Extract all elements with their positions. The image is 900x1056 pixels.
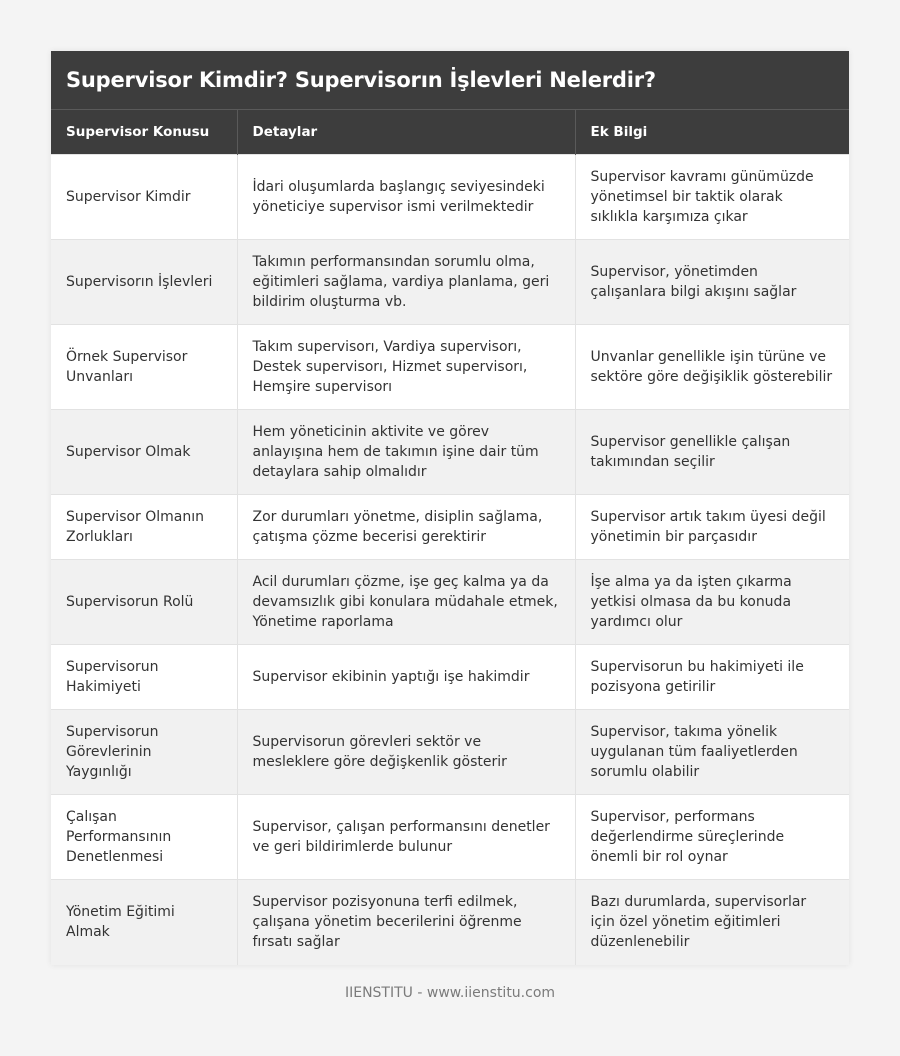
- cell-extra-info: Supervisor, performans değerlendirme süreçlerinde önemli bir rol oynar: [575, 795, 849, 880]
- cell-topic: Supervisorın İşlevleri: [51, 240, 237, 325]
- cell-details: Takım supervisorı, Vardiya supervisorı, Destek supervisorı, Hizmet supervisorı, Hemşire supervisorı: [237, 325, 575, 410]
- cell-extra-info: Supervisor, takıma yönelik uygulanan tüm faaliyetlerden sorumlu olabilir: [575, 710, 849, 795]
- table-row: [51, 325, 849, 410]
- table-row: [51, 880, 849, 965]
- cell-details: Supervisor pozisyonuna terfi edilmek, çalışana yönetim becerilerini öğrenme fırsatı sağlar: [237, 880, 575, 965]
- table-title: Supervisor Kimdir? Supervisorın İşlevleri Nelerdir?: [51, 51, 849, 109]
- cell-details: Supervisorun görevleri sektör ve mesleklere göre değişkenlik gösterir: [237, 710, 575, 795]
- footer-credit: IIENSTITU - www.iienstitu.com: [344, 985, 556, 1001]
- cell-extra-info: Supervisor genellikle çalışan takımından seçilir: [575, 410, 849, 495]
- column-header-details: Detaylar: [237, 110, 575, 155]
- table-card: [51, 51, 849, 965]
- table-row: [51, 240, 849, 325]
- cell-extra-info: Unvanlar genellikle işin türüne ve sektöre göre değişiklik gösterebilir: [575, 325, 849, 410]
- table-row: [51, 710, 849, 795]
- cell-details: İdari oluşumlarda başlangıç seviyesindeki yöneticiye supervisor ismi verilmektedir: [237, 155, 575, 240]
- table-row: [51, 495, 849, 560]
- table-row: [51, 795, 849, 880]
- cell-details: Supervisor ekibinin yaptığı işe hakimdir: [237, 645, 575, 710]
- cell-topic: Supervisor Kimdir: [51, 155, 237, 240]
- info-table: [51, 109, 849, 965]
- cell-extra-info: Supervisor kavramı günümüzde yönetimsel bir taktik olarak sıklıkla karşımıza çıkar: [575, 155, 849, 240]
- cell-details: Zor durumları yönetme, disiplin sağlama, çatışma çözme becerisi gerektirir: [237, 495, 575, 560]
- cell-extra-info: Supervisor, yönetimden çalışanlara bilgi akışını sağlar: [575, 240, 849, 325]
- cell-extra-info: Supervisorun bu hakimiyeti ile pozisyona getirilir: [575, 645, 849, 710]
- cell-details: Acil durumları çözme, işe geç kalma ya da devamsızlık gibi konulara müdahale etmek, Yönetime raporlama: [237, 560, 575, 645]
- cell-topic: Supervisor Olmanın Zorlukları: [51, 495, 237, 560]
- cell-topic: Supervisorun Görevlerinin Yaygınlığı: [51, 710, 237, 795]
- cell-extra-info: Supervisor artık takım üyesi değil yönetimin bir parçasıdır: [575, 495, 849, 560]
- header-row: [51, 110, 849, 155]
- cell-details: Takımın performansından sorumlu olma, eğitimleri sağlama, vardiya planlama, geri bildirim oluşturma vb.: [237, 240, 575, 325]
- cell-extra-info: İşe alma ya da işten çıkarma yetkisi olmasa da bu konuda yardımcı olur: [575, 560, 849, 645]
- cell-details: Hem yöneticinin aktivite ve görev anlayışına hem de takımın işine dair tüm detaylara sahip olmalıdır: [237, 410, 575, 495]
- table-row: [51, 410, 849, 495]
- table-row: [51, 560, 849, 645]
- column-header-topic: Supervisor Konusu: [51, 110, 237, 155]
- table-row: [51, 155, 849, 240]
- cell-topic: Supervisorun Hakimiyeti: [51, 645, 237, 710]
- cell-topic: Supervisor Olmak: [51, 410, 237, 495]
- cell-topic: Örnek Supervisor Unvanları: [51, 325, 237, 410]
- cell-topic: Supervisorun Rolü: [51, 560, 237, 645]
- cell-details: Supervisor, çalışan performansını denetler ve geri bildirimlerde bulunur: [237, 795, 575, 880]
- cell-topic: Çalışan Performansının Denetlenmesi: [51, 795, 237, 880]
- column-header-extra-info: Ek Bilgi: [575, 110, 849, 155]
- table-row: [51, 645, 849, 710]
- cell-topic: Yönetim Eğitimi Almak: [51, 880, 237, 965]
- cell-extra-info: Bazı durumlarda, supervisorlar için özel yönetim eğitimleri düzenlenebilir: [575, 880, 849, 965]
